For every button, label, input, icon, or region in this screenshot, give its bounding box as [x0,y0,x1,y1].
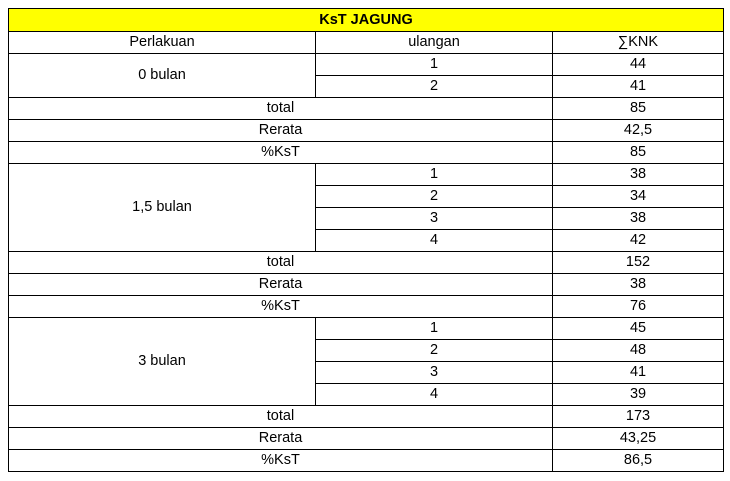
kst-label: %KsT [9,296,553,318]
rerata-label: Rerata [9,428,553,450]
rerata-value: 38 [553,274,724,296]
total-value: 152 [553,252,724,274]
table-row [9,54,724,76]
group-label: 0 bulan [9,54,316,98]
ulangan-cell: 1 [316,164,553,186]
kst-value: 86,5 [553,450,724,472]
ulangan-cell: 1 [316,318,553,340]
ulangan-cell: 4 [316,384,553,406]
ulangan-cell: 3 [316,208,553,230]
knk-cell: 39 [553,384,724,406]
kst-row [9,450,724,472]
group-label: 1,5 bulan [9,164,316,252]
kst-value: 76 [553,296,724,318]
kst-jagung-table [8,8,724,472]
kst-label: %KsT [9,450,553,472]
knk-cell: 48 [553,340,724,362]
ulangan-cell: 2 [316,340,553,362]
total-label: total [9,98,553,120]
table-row [9,318,724,340]
ulangan-cell: 1 [316,54,553,76]
total-row [9,406,724,428]
knk-cell: 41 [553,76,724,98]
kst-row [9,142,724,164]
rerata-label: Rerata [9,120,553,142]
ulangan-cell: 2 [316,76,553,98]
ulangan-cell: 4 [316,230,553,252]
rerata-label: Rerata [9,274,553,296]
knk-cell: 38 [553,164,724,186]
rerata-value: 43,25 [553,428,724,450]
header-row [9,32,724,54]
total-row [9,252,724,274]
rerata-row [9,120,724,142]
knk-cell: 45 [553,318,724,340]
ulangan-cell: 3 [316,362,553,384]
total-label: total [9,252,553,274]
knk-cell: 34 [553,186,724,208]
table-title: KsT JAGUNG [9,9,724,32]
kst-label: %KsT [9,142,553,164]
knk-cell: 41 [553,362,724,384]
kst-value: 85 [553,142,724,164]
header-knk: ∑KNK [553,32,724,54]
total-value: 85 [553,98,724,120]
knk-cell: 38 [553,208,724,230]
ulangan-cell: 2 [316,186,553,208]
total-row [9,98,724,120]
knk-cell: 42 [553,230,724,252]
rerata-row [9,428,724,450]
table-row [9,164,724,186]
header-perlakuan: Perlakuan [9,32,316,54]
group-label: 3 bulan [9,318,316,406]
rerata-row [9,274,724,296]
kst-row [9,296,724,318]
rerata-value: 42,5 [553,120,724,142]
knk-cell: 44 [553,54,724,76]
title-row [9,9,724,32]
header-ulangan: ulangan [316,32,553,54]
total-label: total [9,406,553,428]
total-value: 173 [553,406,724,428]
